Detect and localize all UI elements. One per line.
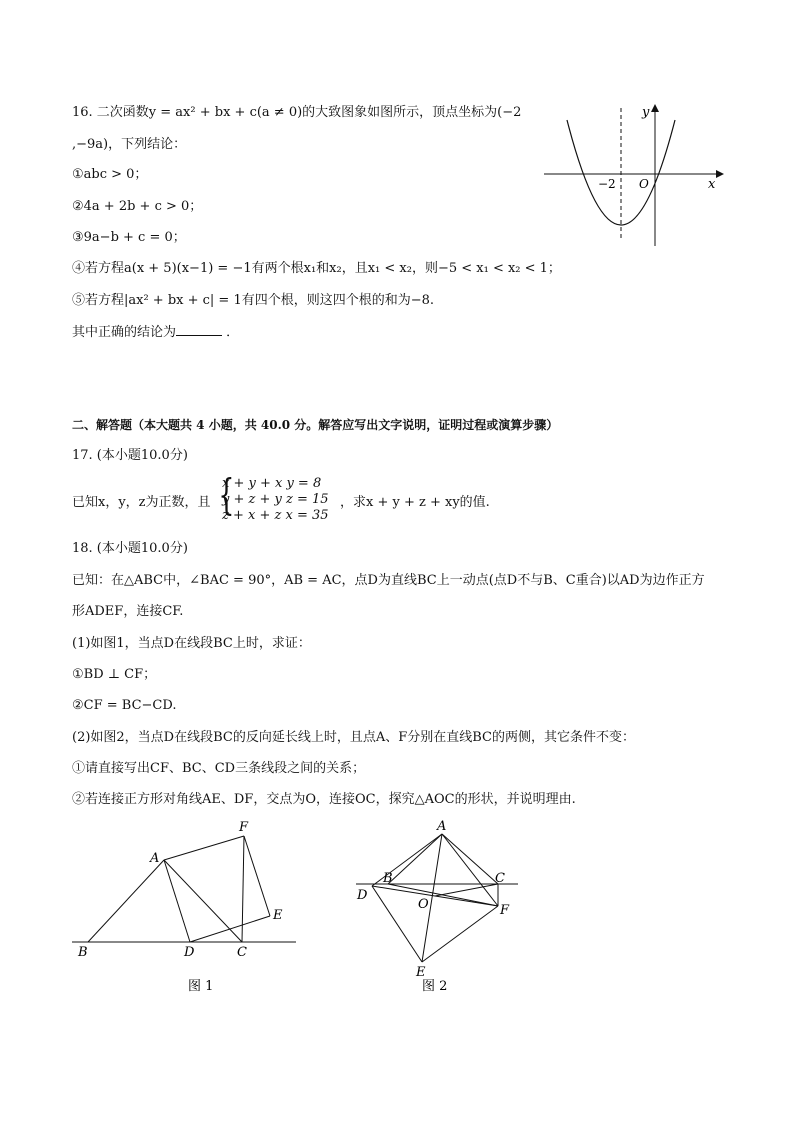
q16-stem-line1: 16. 二次函数y = ax² + bx + c(a ≠ 0)的大致图象如图所示，顶点坐标为(−2: [72, 105, 522, 120]
q18-line-2: 形ADEF，连接CF.: [72, 604, 184, 619]
q16-answer-line: [72, 323, 239, 342]
q17-equation-2: y + z + y z = 15: [222, 492, 329, 507]
y-axis-label: y: [642, 105, 650, 120]
answer-blank[interactable]: [176, 323, 222, 336]
q16-option-3: ③9a−b + c = 0；: [72, 230, 186, 245]
fig2-label-E: E: [416, 965, 426, 980]
fig2-label-B: B: [383, 871, 393, 886]
fig1-segment-AB: [88, 860, 164, 942]
fig2-label-O: O: [418, 897, 429, 912]
q18-line-3: (1)如图1，当点D在线段BC上时，求证：: [72, 636, 311, 651]
x-axis-arrow-icon: [716, 170, 724, 178]
q17-tail: ，求x + y + z + xy的值.: [340, 495, 490, 510]
fig1-segment-AC: [164, 860, 242, 942]
origin-label: O: [639, 177, 649, 191]
fig2-label-D: D: [357, 888, 368, 903]
x-axis-label: x: [708, 177, 716, 192]
fig2-segment-AB: [388, 834, 442, 884]
tick-label-neg2: −2: [598, 177, 616, 191]
equation-brace: {: [218, 470, 235, 519]
fig2-label-A: A: [437, 819, 447, 834]
q16-option-1: ①abc > 0；: [72, 167, 148, 182]
q18-header: 18. (本小题10.0分): [72, 541, 188, 556]
q17-header: 17. (本小题10.0分): [72, 448, 188, 463]
fig2-segment-DE: [372, 886, 422, 962]
fig1-label-F: F: [239, 820, 249, 835]
fig1-label-B: B: [78, 945, 88, 960]
q17-equation-1: x + y + x y = 8: [222, 476, 322, 491]
q16-answer-tail: ．: [226, 325, 240, 340]
figure-2: [350, 814, 540, 994]
fig1-caption: 图 1: [188, 979, 214, 994]
q18-line-5: ②CF = BC−CD.: [72, 698, 177, 713]
q16-stem-line2: ,−9a)，下列结论：: [72, 137, 187, 152]
fig1-segment-DE: [190, 916, 270, 942]
fig1-segment-AD: [164, 860, 190, 942]
q18-line-6: (2)如图2，当点D在线段BC的反向延长线上时，且点A、F分别在直线BC的两侧，其它条件不变：: [72, 730, 635, 745]
figure-1: [66, 818, 326, 998]
fig2-caption: 图 2: [422, 979, 448, 994]
fig1-label-D: D: [184, 945, 195, 960]
y-axis-arrow-icon: [651, 104, 659, 112]
fig1-label-A: A: [150, 851, 160, 866]
fig2-label-C: C: [495, 871, 505, 886]
fig1-segment-FE: [244, 836, 270, 916]
fig1-label-E: E: [273, 908, 283, 923]
q16-option-5: ⑤若方程|ax² + bx + c| = 1有四个根，则这四个根的和为−8.: [72, 293, 435, 308]
parabola-graph: [540, 100, 730, 250]
q18-line-4: ①BD ⊥ CF；: [72, 667, 157, 682]
fig1-segment-FC: [242, 836, 244, 942]
fig2-label-F: F: [500, 903, 510, 918]
q18-line-8: ②若连接正方形对角线AE、DF，交点为O，连接OC，探究△AOC的形状，并说明理由.: [72, 792, 576, 807]
fig2-segment-AC: [442, 834, 498, 884]
section2-heading: 二、解答题（本大题共 4 小题，共 40.0 分。解答应写出文字说明，证明过程或演算步骤）: [72, 418, 559, 432]
q16-option-4: ④若方程a(x + 5)(x−1) = −1有两个根x₁和x₂，且x₁ < x₂，则−5 < x₁ < x₂ < 1；: [72, 261, 561, 276]
q18-line-7: ①请直接写出CF、BC、CD三条线段之间的关系；: [72, 761, 366, 776]
fig2-segment-EF: [422, 906, 498, 962]
q16-answer-prompt: 其中正确的结论为: [72, 325, 177, 340]
fig2-segment-AF: [442, 834, 498, 906]
fig1-segment-AF: [164, 836, 244, 860]
q17-lead: 已知x，y，z为正数，且: [72, 495, 211, 510]
q17-equation-3: z + x + z x = 35: [222, 508, 329, 523]
fig1-label-C: C: [237, 945, 247, 960]
q18-line-1: 已知：在△ABC中，∠BAC = 90°，AB = AC，点D为直线BC上一动点(点D不与B、C重合)以AD为边作正方: [72, 573, 705, 588]
q16-option-2: ②4a + 2b + c > 0；: [72, 199, 203, 214]
q17-equation-system: [222, 476, 329, 524]
